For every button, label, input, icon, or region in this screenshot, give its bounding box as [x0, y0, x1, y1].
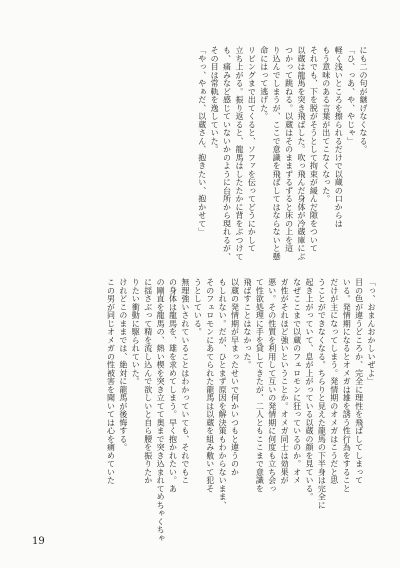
text-line: そのフェロモンにあてられた龍馬は以蔵を組み敷いて犯そ	[205, 278, 215, 493]
text-line: その目は常軌を逸していた。	[210, 46, 220, 154]
text-line: にも二の句が継げなくなる。	[359, 46, 368, 154]
text-line: けれどこのままでは、絶対に龍馬が後悔する。	[118, 278, 128, 452]
text-line: 「ひ、っあ、や、やじゃ」	[346, 46, 356, 145]
text-line: 飛ばすことはなかった。	[242, 278, 252, 369]
text-line: もしれない。だが、ひとまず原因を解決策もわからないまま、	[218, 278, 228, 509]
text-line: り込んでしまうが、ここで意識を飛ばしてはならないと懸	[272, 46, 282, 261]
text-line: 「っ、おまんおかしいぜよ」	[367, 278, 376, 386]
text-line: の身体は龍馬を、雄を求めてしまう。早く抱かれたい。あ	[168, 278, 178, 493]
text-line: 命にはって逃げた。	[259, 46, 269, 121]
text-line: の剛直を龍馬の、熱い楔を突き立てて奥まで突き込まれてめちゃくちゃ	[156, 278, 166, 542]
text-line: に揺さぶって精を流し込んで欲しいと自ら腰を振りたか	[143, 278, 153, 485]
text-line: もう意味のある言葉が出てこなくなった。	[321, 46, 331, 203]
text-line: ガ性がそれほど強いということか。オメガ同士は効果が	[280, 278, 290, 485]
text-line: リビングまで出てくると、ソファを伝ってどうにかして	[247, 46, 257, 253]
text-line: も、痛みなど感じていないかのように台所から現れるが、	[222, 46, 232, 261]
text-line: 以蔵の発情期が早まったせいで何かいつもと違うのか	[230, 278, 240, 476]
text-line: 以蔵は龍馬を突き飛ばした。吹っ飛んだ身体が冷蔵庫にぶ	[296, 46, 306, 261]
text-line: 悪い。その性質を利用して互いの発情期に何度も立ち会っ	[267, 278, 277, 493]
text-line: つかって跳ねる。以蔵はそのままずるずると床の上を這	[284, 46, 294, 253]
text-block-bottom	[32, 278, 377, 550]
page-number: 19	[32, 536, 45, 547]
text-line: りたい衝動に駆られていた。	[131, 278, 141, 386]
text-line: 起き上がっていて、息が上がっている以蔵の顔を見ている。	[304, 278, 314, 501]
text-block-top	[197, 46, 369, 272]
text-line: この男が同じオメガの性被害を聞いては心を痛めていた	[106, 278, 116, 485]
text-line: 無理強いされていることはわかっていても、それでもこ	[180, 278, 190, 485]
text-line: なぜここまで以蔵のフェロモンに狂っているのか。オメ	[292, 278, 302, 485]
text-line: うことができなくなる。ちらりと見えた龍馬の下半身は完全に	[317, 278, 327, 509]
text-line: だけが主になってしまう。発情期のオメガはこうだと思	[329, 278, 339, 485]
text-line: 軽く浅いところを擦られるだけで以蔵の口からは	[334, 46, 344, 228]
text-line: 「やっ、やぁだ、以蔵さん、抱きたい、抱かせて」	[197, 46, 207, 236]
text-line: 目の色が違うどころか、完全に理性を飛ばしてしまって	[354, 278, 364, 485]
text-line: いる。発情期になるとオメガは雄を誘う性行為をすること	[342, 278, 352, 493]
text-line: うとしている。	[193, 278, 203, 336]
text-line: 立ち上がる。振り返ると、龍馬はしたたかに背をぶつけて	[234, 46, 244, 261]
text-line: て性欲処理に手を貸してきたが、二人ともここまで意識を	[255, 278, 265, 493]
text-line: それでも、下を脱がそうとして拘束が緩んだ隙をついて	[309, 46, 319, 253]
